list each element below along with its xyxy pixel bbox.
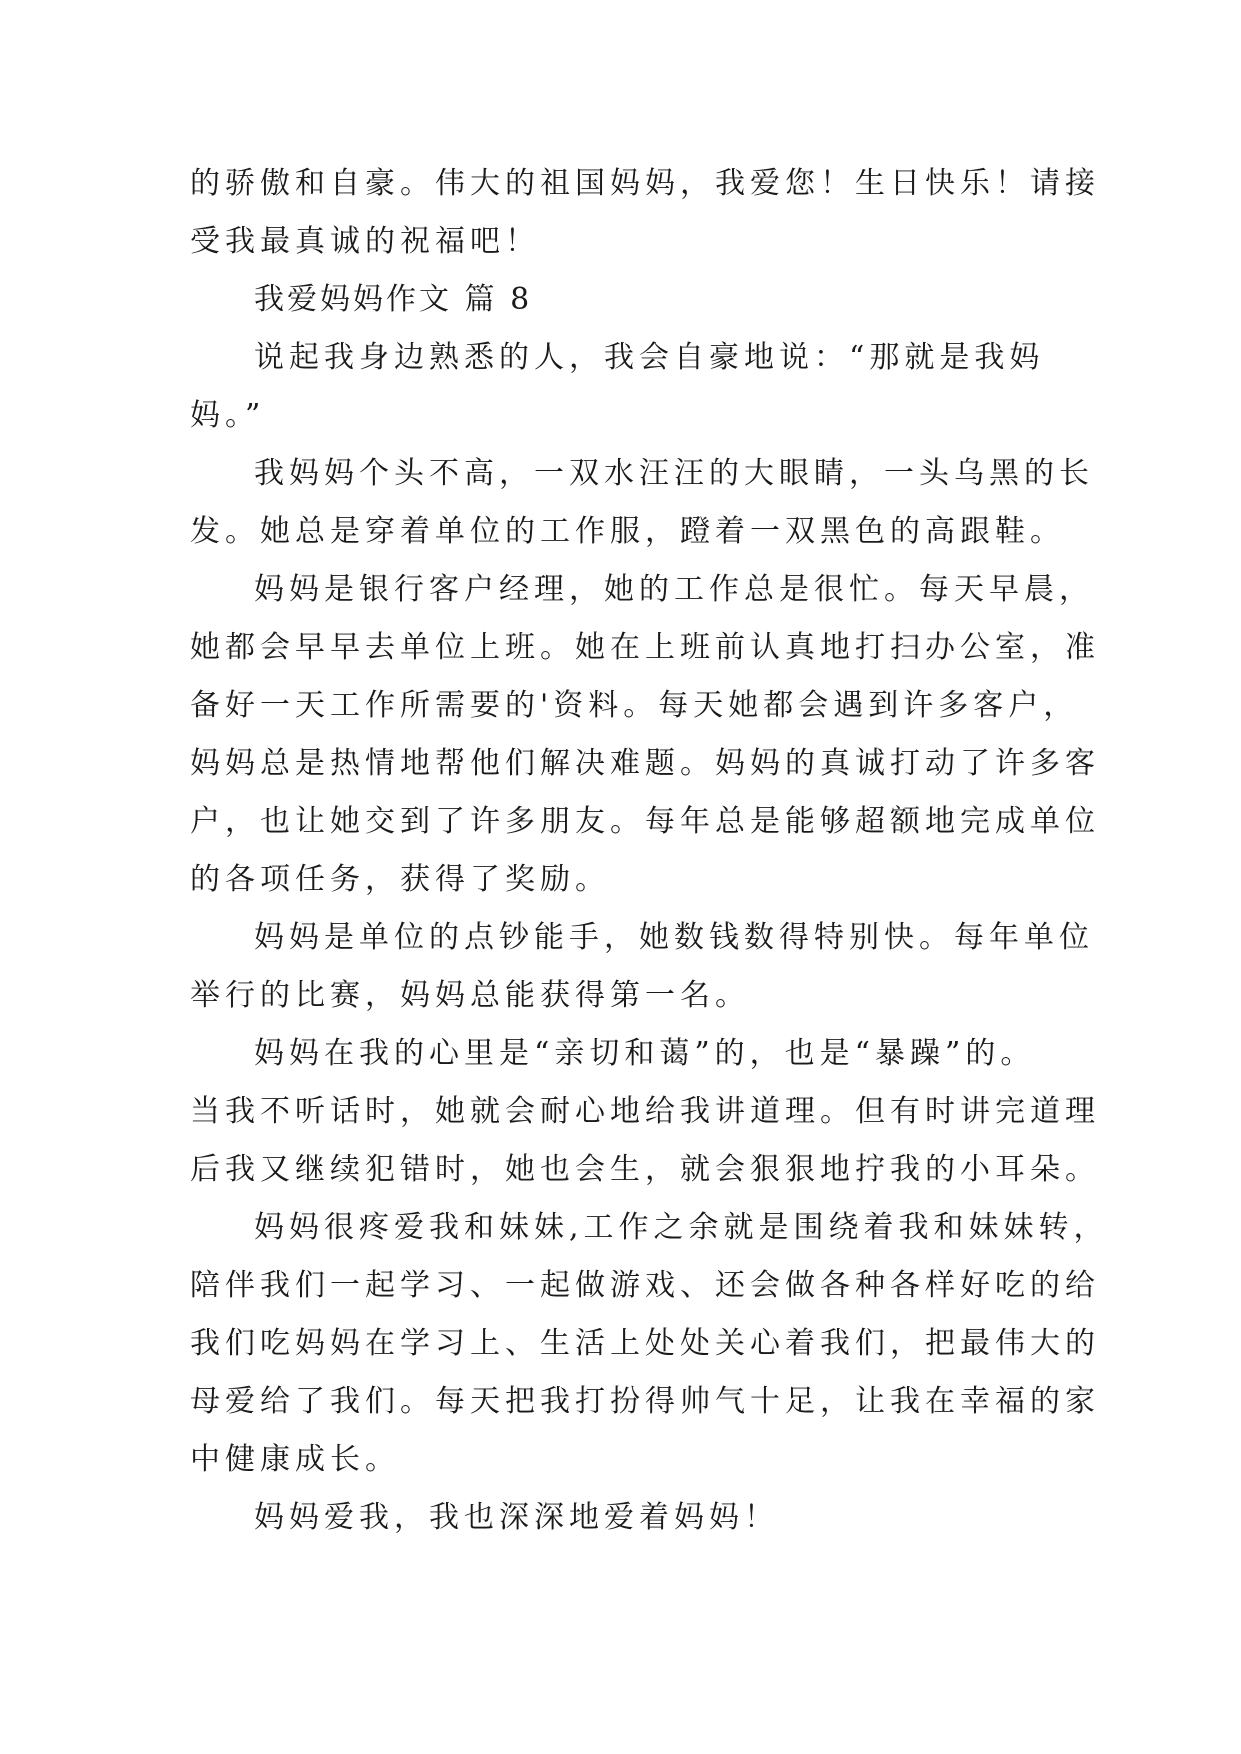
section-title: 我爱妈妈作文 篇 8: [254, 282, 533, 317]
text-line: 受我最真诚的祝福吧！: [190, 224, 540, 259]
text-line: 举行的比赛，妈妈总能获得第一名。: [190, 978, 750, 1013]
text-line: 发。她总是穿着单位的工作服，蹬着一双黑色的高跟鞋。: [190, 514, 1065, 549]
text-line: 妈。”: [190, 398, 266, 433]
text-line: 妈妈在我的心里是“亲切和蔼”的，也是“暴躁”的。: [254, 1036, 1036, 1071]
text-line: 我们吃妈妈在学习上、生活上处处关心着我们，把最伟大的: [190, 1326, 1100, 1361]
text-line: 当我不听话时，她就会耐心地给我讲道理。但有时讲完道理: [190, 1094, 1100, 1129]
text-line: 备好一天工作所需要的'资料。每天她都会遇到许多客户，: [190, 688, 1079, 723]
text-line: 妈妈是单位的点钞能手，她数钱数得特别快。每年单位: [254, 920, 1094, 955]
text-line: 中健康成长。: [190, 1442, 400, 1477]
text-line: 的各项任务，获得了奖励。: [190, 862, 610, 897]
text-line: 的骄傲和自豪。伟大的祖国妈妈，我爱您！生日快乐！请接: [190, 166, 1100, 201]
text-line: 说起我身边熟悉的人，我会自豪地说：“那就是我妈: [254, 340, 1045, 375]
text-line: 妈妈总是热情地帮他们解决难题。妈妈的真诚打动了许多客: [190, 746, 1100, 781]
text-line: 后我又继续犯错时，她也会生，就会狠狠地拧我的小耳朵。: [190, 1152, 1100, 1187]
text-line: 她都会早早去单位上班。她在上班前认真地打扫办公室，准: [190, 630, 1100, 665]
text-line: 陪伴我们一起学习、一起做游戏、还会做各种各样好吃的给: [190, 1268, 1100, 1303]
text-line: 妈妈爱我，我也深深地爱着妈妈！: [254, 1500, 779, 1535]
text-line: 妈妈是银行客户经理，她的工作总是很忙。每天早晨，: [254, 572, 1094, 607]
text-line: 妈妈很疼爱我和妹妹,工作之余就是围绕着我和妹妹转，: [254, 1210, 1109, 1245]
text-line: 母爱给了我们。每天把我打扮得帅气十足，让我在幸福的家: [190, 1384, 1100, 1419]
text-line: 我妈妈个头不高，一双水汪汪的大眼睛，一头乌黑的长: [254, 456, 1094, 491]
text-line: 户，也让她交到了许多朋友。每年总是能够超额地完成单位: [190, 804, 1100, 839]
